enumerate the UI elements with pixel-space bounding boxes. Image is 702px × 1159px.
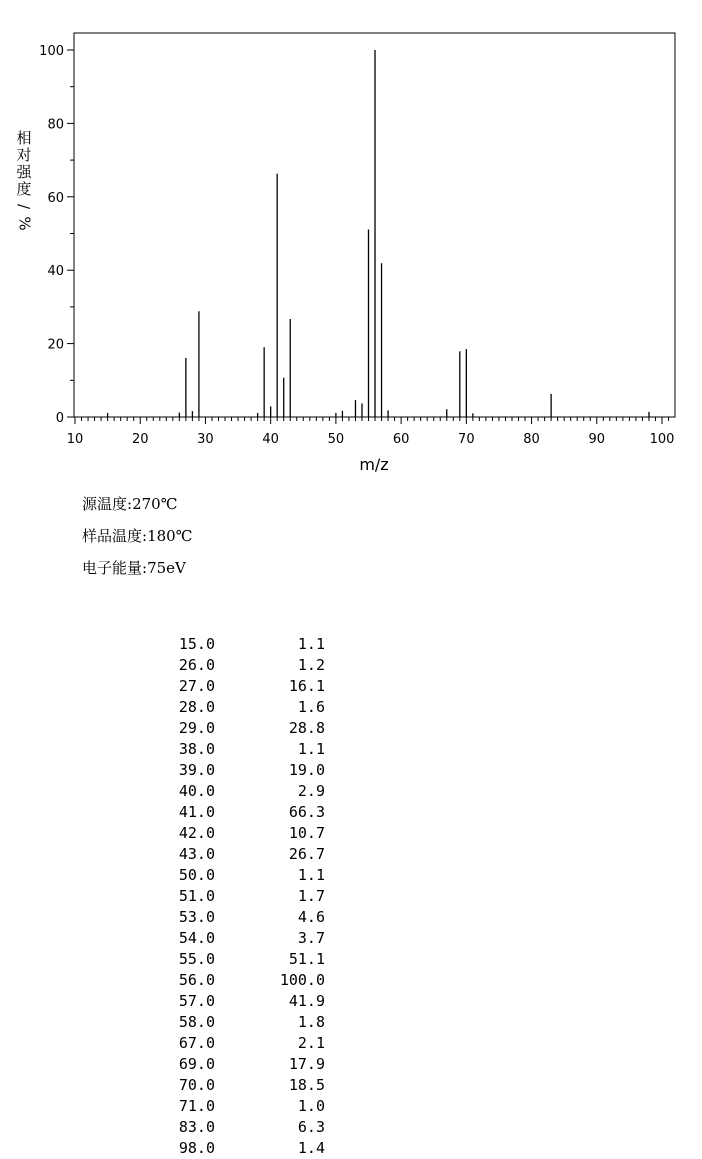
peak-row xyxy=(150,1138,325,1159)
x-tick-label: 20 xyxy=(131,432,149,447)
condition-separator: : xyxy=(142,527,148,545)
peak-row xyxy=(150,655,325,676)
peak-intensity: 6.3 xyxy=(297,1118,325,1136)
peak-row xyxy=(150,676,325,697)
y-axis-title-char: 强 xyxy=(16,163,32,181)
peak-mz: 69.0 xyxy=(178,1055,215,1073)
x-tick-label: 70 xyxy=(458,432,475,447)
peak-intensity: 51.1 xyxy=(288,950,325,968)
condition-separator: : xyxy=(142,559,148,577)
peak-intensity: 17.9 xyxy=(288,1055,325,1073)
x-axis-ticks xyxy=(67,417,675,447)
peak-mz: 53.0 xyxy=(178,908,215,926)
peak-row xyxy=(150,1054,325,1075)
peak-mz: 40.0 xyxy=(178,782,215,800)
peak-intensity: 1.1 xyxy=(297,635,325,653)
peak-intensity: 41.9 xyxy=(288,992,325,1010)
x-tick-label: 90 xyxy=(588,432,606,447)
peak-row xyxy=(150,1117,325,1138)
condition-row xyxy=(82,524,193,556)
peak-intensity: 2.1 xyxy=(297,1034,325,1052)
peak-row xyxy=(150,634,325,655)
mass-spectrum-chart xyxy=(0,0,702,480)
peak-intensity: 2.9 xyxy=(297,782,325,800)
peak-intensity: 1.1 xyxy=(297,866,325,884)
peak-intensity: 1.6 xyxy=(297,698,325,716)
peak-bars xyxy=(108,50,649,417)
peak-row xyxy=(150,1012,325,1033)
peak-intensity: 1.2 xyxy=(297,656,325,674)
peak-intensity: 10.7 xyxy=(288,824,325,842)
x-axis-title: m/z xyxy=(359,455,389,474)
peak-mz: 39.0 xyxy=(178,761,215,779)
y-axis-title-char: 相 xyxy=(16,129,32,147)
peak-intensity: 16.1 xyxy=(288,677,325,695)
peak-row xyxy=(150,697,325,718)
peak-row xyxy=(150,991,325,1012)
condition-value: 75eV xyxy=(147,559,186,577)
peak-mz: 56.0 xyxy=(178,971,215,989)
peak-row xyxy=(150,760,325,781)
condition-label: 源温度 xyxy=(82,495,128,513)
peak-mz: 67.0 xyxy=(178,1034,215,1052)
x-tick-label: 100 xyxy=(649,432,675,447)
peak-mz: 58.0 xyxy=(178,1013,215,1031)
peak-mz: 42.0 xyxy=(178,824,215,842)
y-axis-title-char: % xyxy=(15,216,34,231)
condition-label: 样品温度 xyxy=(82,527,143,545)
peak-table xyxy=(150,634,325,1159)
peak-mz: 43.0 xyxy=(178,845,215,863)
peak-mz: 57.0 xyxy=(178,992,215,1010)
peak-row xyxy=(150,886,325,907)
y-tick-label: 0 xyxy=(55,411,64,426)
peak-row xyxy=(150,970,325,991)
peak-row xyxy=(150,718,325,739)
peak-intensity: 100.0 xyxy=(279,971,325,989)
condition-value: 180℃ xyxy=(147,527,193,545)
peak-mz: 50.0 xyxy=(178,866,215,884)
condition-row xyxy=(82,556,193,588)
peak-mz: 29.0 xyxy=(178,719,215,737)
peak-intensity: 18.5 xyxy=(288,1076,325,1094)
y-tick-label: 40 xyxy=(47,264,64,280)
peak-mz: 98.0 xyxy=(178,1139,215,1157)
condition-label: 电子能量 xyxy=(82,559,143,577)
peak-row xyxy=(150,907,325,928)
y-axis-title-char: 对 xyxy=(16,146,32,164)
peak-row xyxy=(150,928,325,949)
peak-row xyxy=(150,739,325,760)
y-axis-title xyxy=(14,130,34,232)
x-tick-label: 50 xyxy=(327,432,345,447)
x-tick-label: 80 xyxy=(523,432,540,447)
peak-intensity: 26.7 xyxy=(288,845,325,863)
peak-intensity: 3.7 xyxy=(297,929,325,947)
peak-row xyxy=(150,823,325,844)
peak-intensity: 28.8 xyxy=(288,719,325,737)
peak-row xyxy=(150,781,325,802)
peak-intensity: 1.8 xyxy=(297,1013,325,1031)
peak-row xyxy=(150,949,325,970)
y-axis-title-char: 度 xyxy=(16,180,32,198)
y-tick-label: 20 xyxy=(47,337,64,353)
peak-intensity: 4.6 xyxy=(297,908,325,926)
peak-mz: 54.0 xyxy=(178,929,215,947)
condition-value: 270℃ xyxy=(132,495,178,513)
x-tick-label: 30 xyxy=(197,432,214,447)
y-tick-label: 100 xyxy=(39,44,64,59)
y-tick-label: 60 xyxy=(47,190,64,206)
peak-mz: 51.0 xyxy=(178,887,215,905)
peak-intensity: 1.4 xyxy=(297,1139,325,1157)
peak-row xyxy=(150,802,325,823)
x-tick-label: 10 xyxy=(66,432,84,447)
peak-mz: 27.0 xyxy=(178,677,215,695)
x-tick-label: 40 xyxy=(262,432,279,447)
peak-mz: 55.0 xyxy=(178,950,215,968)
peak-intensity: 66.3 xyxy=(288,803,325,821)
peak-mz: 28.0 xyxy=(178,698,215,716)
peak-row xyxy=(150,844,325,865)
x-tick-label: 60 xyxy=(392,432,410,447)
peak-mz: 83.0 xyxy=(178,1118,215,1136)
y-axis-ticks xyxy=(39,44,74,426)
condition-row xyxy=(82,492,193,524)
peak-row xyxy=(150,1033,325,1054)
peak-row xyxy=(150,865,325,886)
peak-mz: 26.0 xyxy=(178,656,215,674)
peak-mz: 15.0 xyxy=(178,635,215,653)
peak-mz: 71.0 xyxy=(178,1097,215,1115)
peak-mz: 41.0 xyxy=(178,803,215,821)
peak-intensity: 1.0 xyxy=(297,1097,325,1115)
acquisition-conditions xyxy=(82,492,193,588)
y-tick-label: 80 xyxy=(47,117,64,133)
peak-intensity: 19.0 xyxy=(288,761,325,779)
peak-intensity: 1.7 xyxy=(297,887,325,905)
condition-separator: : xyxy=(127,495,133,513)
y-axis-title-char: / xyxy=(15,203,34,210)
peak-mz: 38.0 xyxy=(178,740,215,758)
peak-row xyxy=(150,1075,325,1096)
peak-row xyxy=(150,1096,325,1117)
peak-mz: 70.0 xyxy=(178,1076,215,1094)
peak-intensity: 1.1 xyxy=(297,740,325,758)
